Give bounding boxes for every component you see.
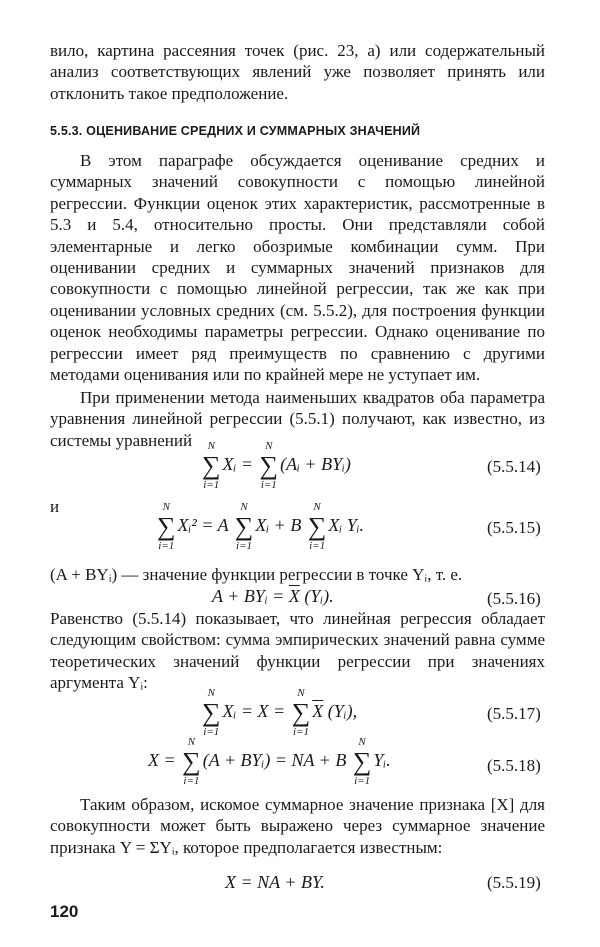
equation-5-5-19: X = NA + BY. bbox=[225, 872, 325, 892]
equation-number: (5.5.19) bbox=[487, 873, 541, 892]
equation-number: (5.5.17) bbox=[487, 704, 541, 723]
paragraph-least-squares: При применении метода наименьших квадратов оба параметра уравнения линейной регрессии (5.5.1) получают, как известно, из системы уравнений bbox=[50, 388, 545, 450]
paragraph-continuation: вило, картина рассеяния точек (рис. 23, а) или содержательный анализ соответствующих явлений уже позволяет принять или отклонить такое предположение. bbox=[50, 41, 545, 103]
section-heading: 5.5.3. ОЦЕНИВАНИЕ СРЕДНИХ И СУММАРНЫХ ЗНАЧЕНИЙ bbox=[50, 124, 421, 138]
equation-5-5-14: ∑ N i=1 Xᵢ = ∑ N i=1 (Aᵢ + BYᵢ) bbox=[202, 440, 351, 491]
paragraph-regression-value: (A + BYᵢ) — значение функции регрессии в точке Yᵢ, т. е. bbox=[50, 565, 463, 584]
paragraph-conclusion: Таким образом, искомое суммарное значение признака [X] для совокупности может быть выражено через суммарное значение признака Y = ΣYᵢ, которое предполагается известным: bbox=[50, 795, 545, 857]
sum-symbol: ∑ N i=1 bbox=[307, 501, 327, 552]
sum-symbol: ∑ N i=1 bbox=[202, 687, 221, 738]
equation-number: (5.5.16) bbox=[487, 589, 541, 608]
equation-number: (5.5.14) bbox=[487, 457, 541, 476]
sum-symbol: ∑ N i=1 bbox=[259, 440, 279, 491]
equation-5-5-18: X = ∑ N i=1 (A + BYᵢ) = NA + B ∑ N i=1 Yᵢ. bbox=[148, 736, 391, 787]
page-number: 120 bbox=[50, 902, 79, 921]
paragraph-property: Равенство (5.5.14) показывает, что линейная регрессия обладает следующим свойством: сумма эмпирических значений равна сумме теоретических значений функции регрессии при значениях аргумента Yᵢ: bbox=[50, 609, 545, 693]
sum-symbol: ∑ N i=1 bbox=[234, 501, 254, 552]
sum-symbol: ∑ N i=1 bbox=[291, 687, 311, 738]
equation-number: (5.5.18) bbox=[487, 756, 541, 775]
sum-symbol: ∑ N i=1 bbox=[182, 736, 201, 787]
sum-symbol: ∑ N i=1 bbox=[202, 440, 221, 491]
equation-5-5-16: A + BYᵢ = $\overline{X}$ (Yᵢ). bbox=[212, 586, 334, 606]
equation-5-5-15: ∑ N i=1 Xᵢ² = A ∑ N i=1 Xᵢ + B ∑ N i=1 Xᵢ Yᵢ. bbox=[157, 501, 365, 552]
equation-5-5-17: ∑ N i=1 Xᵢ = X = ∑ N i=1 $\overline{X}$ (Yᵢ), bbox=[202, 687, 358, 738]
sum-symbol: ∑ N i=1 bbox=[157, 501, 176, 552]
conjunction-text: и bbox=[50, 497, 60, 516]
paragraph-intro: В этом параграфе обсуждается оценивание средних и суммарных значений совокупности с помощью линейной регрессии. Функции оценок этих характеристик, рассмотренные в 5.3 и 5.4, относительно просты. Они представляли собой элементарные и легко обозримые комбинации сумм. При оценивании средних и суммарных значений признаков для совокупности с помощью линейной регрессии, так же как при оценивании условных средних (см. 5.5.2), для построения функции оценок необходимы параметры регрессии. Однако оценивание по регрессии имеет ряд преимуществ по сравнению с другими методами оценивания или по крайней мере не уступает им. bbox=[50, 151, 545, 385]
sum-symbol: ∑ N i=1 bbox=[352, 736, 372, 787]
equation-number: (5.5.15) bbox=[487, 518, 541, 537]
